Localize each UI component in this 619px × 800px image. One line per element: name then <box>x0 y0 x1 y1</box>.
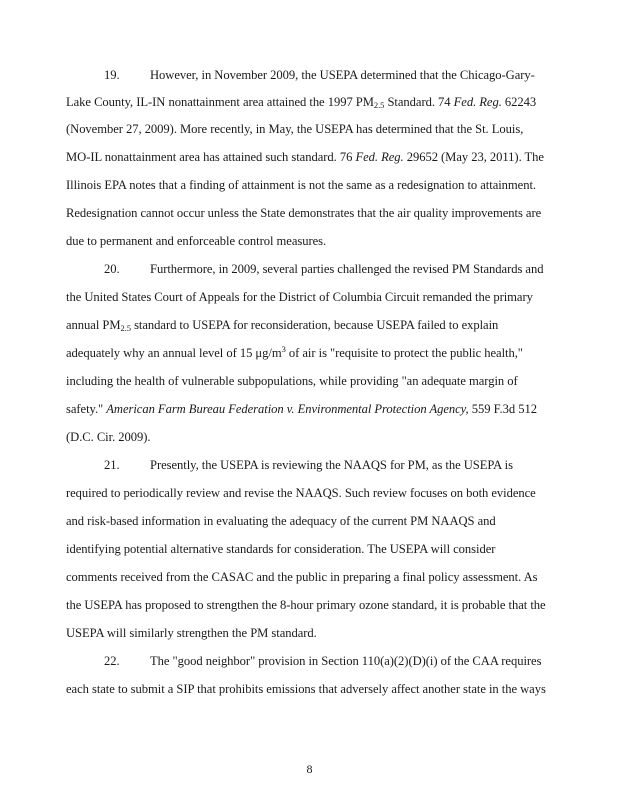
paragraph-number: 20. <box>104 262 120 276</box>
paragraph-20-line-2: the United States Court of Appeals for the District of Columbia Circuit remanded the primary <box>66 290 533 304</box>
page-number: 8 <box>306 762 313 776</box>
paragraph-21-line-5: comments received from the CASAC and the public in preparing a final policy assessment. As <box>66 570 538 584</box>
paragraph-20-line-3: annual $PM_{2.5}$ standard to USEPA for reconsideration, because USEPA failed to explain <box>66 318 499 333</box>
paragraph-21-line-3: and risk-based information in evaluating the adequacy of the current PM NAAQS and <box>66 514 496 528</box>
paragraph-20-line-4: adequately why an annual level of 15 $\mu g/m^3$ of air is "requisite to protect the public health," <box>66 344 523 360</box>
paragraph-19-line-4: MO-IL nonattainment area has attained such standard. 76 Fed. Reg. 29652 (May 23, 2011). The <box>66 150 544 164</box>
paragraph-22-line-2: each state to submit a SIP that prohibits emissions that adversely affect another state in the ways <box>66 682 546 696</box>
paragraph-21-line-2: required to periodically review and revise the NAAQS. Such review focuses on both evidence <box>66 486 536 500</box>
paragraph-20-line-5: including the health of vulnerable subpopulations, while providing "an adequate margin of <box>66 374 518 388</box>
paragraph-21-line-1: 21. Presently, the USEPA is reviewing the NAAQS for PM, as the USEPA is <box>104 458 513 472</box>
paragraph-21-line-7: USEPA will similarly strengthen the PM standard. <box>66 626 317 640</box>
paragraph-number: 22. <box>104 654 120 668</box>
paragraph-20-line-1: 20. Furthermore, in 2009, several parties challenged the revised PM Standards and <box>104 262 544 276</box>
paragraph-22-line-1: 22. The "good neighbor" provision in Section 110(a)(2)(D)(i) of the CAA requires <box>104 654 542 668</box>
paragraph-19-line-5: Illinois EPA notes that a finding of attainment is not the same as a redesignation to attainment. <box>66 178 537 192</box>
paragraph-19-line-2: Lake County, IL-IN nonattainment area attained the 1997 $PM_{2.5}$ Standard. 74 Fed. Reg. 62243 <box>66 95 537 110</box>
paragraph-21-line-6: the USEPA has proposed to strengthen the 8-hour primary ozone standard, it is probable that the <box>66 598 546 612</box>
paragraph-19-line-1: 19. However, in November 2009, the USEPA determined that the Chicago-Gary- <box>104 68 535 82</box>
paragraph-20-line-6: safety." American Farm Bureau Federation v. Environmental Protection Agency, 559 F.3d 512 <box>66 402 537 416</box>
paragraph-19-line-6: Redesignation cannot occur unless the State demonstrates that the air quality improvements are <box>66 206 542 220</box>
paragraph-20-line-7: (D.C. Cir. 2009). <box>66 430 151 444</box>
paragraph-19-line-3: (November 27, 2009). More recently, in May, the USEPA has determined that the St. Louis, <box>66 122 524 136</box>
paragraph-21-line-4: identifying potential alternative standards for consideration. The USEPA will consider <box>66 542 496 556</box>
paragraph-number: 19. <box>104 68 120 82</box>
paragraph-number: 21. <box>104 458 120 472</box>
paragraph-19-line-7: due to permanent and enforceable control measures. <box>66 234 327 248</box>
